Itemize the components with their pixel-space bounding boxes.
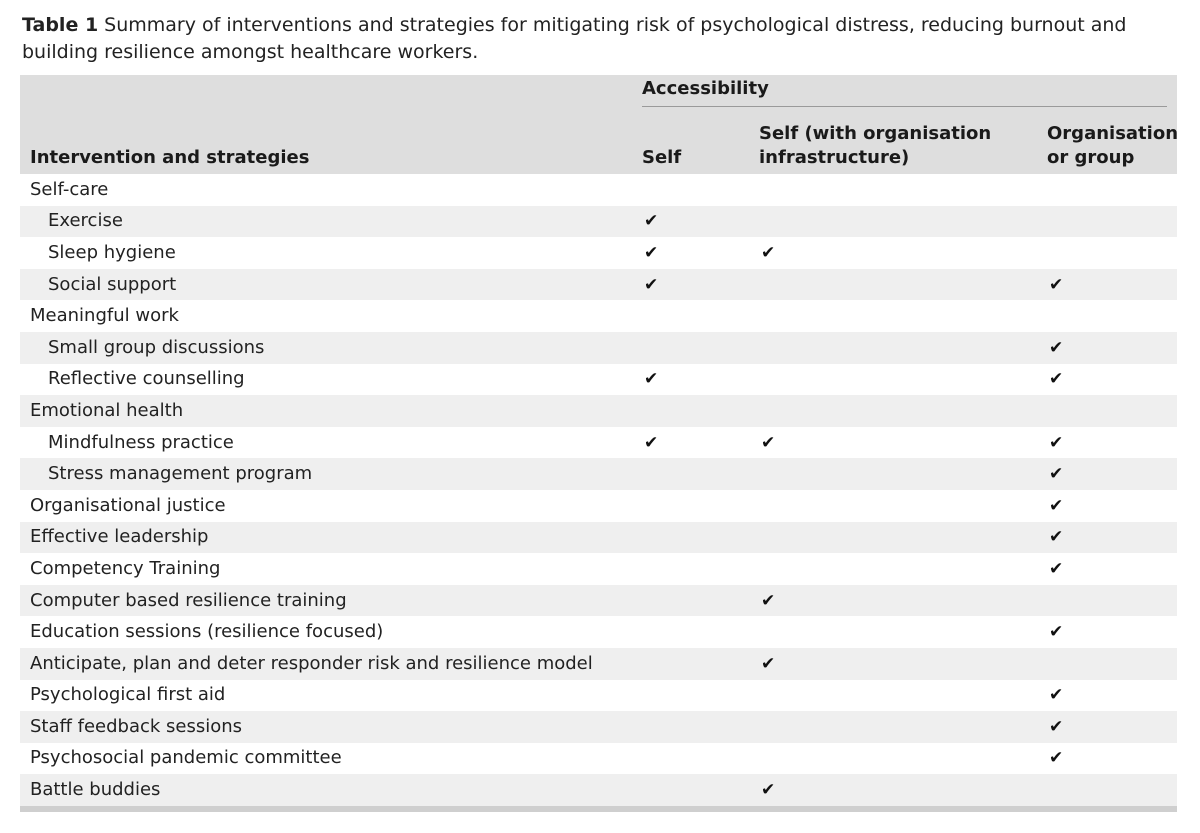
check-self-org: [749, 206, 1037, 238]
check-self-org: [749, 332, 1037, 364]
check-org: [1037, 237, 1177, 269]
table-row: [20, 332, 1177, 364]
header-accessibility: Accessibility: [632, 75, 1177, 111]
check-self-org: [749, 711, 1037, 743]
intervention-label: Self-care: [30, 178, 109, 200]
intervention-label: Psychological first aid: [30, 684, 226, 706]
table-footer-rule: [20, 806, 1177, 812]
table-row: [20, 743, 1177, 775]
intervention-label: Computer based resilience training: [20, 585, 632, 617]
table-caption: [22, 12, 1192, 66]
header-self-org: Self (with organisation infrastructure): [749, 111, 1037, 174]
intervention-label: Exercise: [20, 206, 632, 238]
header-org: Organisation or group: [1037, 111, 1177, 174]
table-row: [20, 774, 1177, 806]
intervention-label: Social support: [20, 269, 632, 301]
caption-text: Summary of interventions and strategies for mitigating risk of psychological distress, reducing burnout and building resilience amongst healthcare workers.: [22, 14, 1127, 63]
check-org: [1037, 774, 1177, 806]
check-org: ✔: [1049, 369, 1064, 390]
check-self-org: [749, 680, 1037, 712]
check-self-org: [749, 522, 1037, 554]
table-row: [20, 237, 1177, 269]
check-self: ✔: [644, 432, 659, 453]
table-body: [20, 174, 1177, 806]
header-intervention: Intervention and strategies: [20, 111, 632, 174]
intervention-label: Psychosocial pandemic committee: [30, 747, 342, 769]
check-self: [632, 174, 749, 206]
check-self: [632, 743, 749, 775]
table-row: [20, 364, 1177, 396]
check-org: ✔: [1049, 432, 1064, 453]
check-org: ✔: [1049, 748, 1064, 769]
table-row: [20, 269, 1177, 301]
header-spacer: [20, 75, 632, 111]
check-org: ✔: [1037, 711, 1177, 743]
check-org: [1037, 585, 1177, 617]
check-self-org: ✔: [761, 432, 776, 453]
table-row: [20, 490, 1177, 522]
check-org: ✔: [1049, 685, 1064, 706]
check-org: ✔: [1037, 458, 1177, 490]
check-self-org: [749, 174, 1037, 206]
table-row: [20, 174, 1177, 206]
header-self: Self: [632, 111, 749, 174]
intervention-label: Mindfulness practice: [48, 431, 234, 453]
check-self: [632, 680, 749, 712]
table-row: [20, 300, 1177, 332]
check-self: [632, 774, 749, 806]
check-self: [632, 458, 749, 490]
intervention-label: Education sessions (resilience focused): [30, 621, 384, 643]
check-self: [632, 300, 749, 332]
table-row: [20, 711, 1177, 743]
check-org: ✔: [1037, 332, 1177, 364]
check-self-org: [749, 364, 1037, 396]
table-row: [20, 553, 1177, 585]
table-row: [20, 206, 1177, 238]
table-row: [20, 585, 1177, 617]
intervention-label: Emotional health: [20, 395, 632, 427]
intervention-label: Stress management program: [20, 458, 632, 490]
check-org: [1037, 395, 1177, 427]
check-self-org: ✔: [749, 585, 1037, 617]
check-self: ✔: [632, 206, 749, 238]
check-self-org: [749, 269, 1037, 301]
intervention-label: Sleep hygiene: [48, 241, 176, 263]
check-org: ✔: [1037, 269, 1177, 301]
check-org: [1037, 174, 1177, 206]
intervention-label: Organisational justice: [30, 494, 226, 516]
interventions-table: [20, 75, 1177, 812]
intervention-label: Anticipate, plan and deter responder risk and resilience model: [20, 648, 632, 680]
check-self: [632, 648, 749, 680]
check-self: [632, 553, 749, 585]
intervention-label: Effective leadership: [20, 522, 632, 554]
intervention-label: Staff feedback sessions: [20, 711, 632, 743]
intervention-label: Small group discussions: [20, 332, 632, 364]
check-self-org: [749, 490, 1037, 522]
check-self: ✔: [644, 242, 659, 263]
check-org: [1037, 206, 1177, 238]
check-org: ✔: [1037, 522, 1177, 554]
intervention-label: Battle buddies: [20, 774, 632, 806]
check-self: ✔: [632, 269, 749, 301]
intervention-label: Competency Training: [30, 557, 221, 579]
check-self-org: [749, 300, 1037, 332]
table-row: [20, 427, 1177, 459]
check-self: ✔: [644, 369, 659, 390]
check-self: [632, 490, 749, 522]
check-self: [632, 395, 749, 427]
check-self: [632, 332, 749, 364]
table-row: [20, 458, 1177, 490]
check-self: [632, 522, 749, 554]
check-org: [1037, 300, 1177, 332]
check-self-org: [749, 553, 1037, 585]
check-self: [632, 585, 749, 617]
check-self-org: [749, 616, 1037, 648]
table-row: [20, 522, 1177, 554]
check-self-org: [749, 395, 1037, 427]
table-row: [20, 648, 1177, 680]
check-org: [1037, 648, 1177, 680]
intervention-label: Reflective counselling: [48, 368, 245, 390]
check-self-org: [749, 458, 1037, 490]
check-self-org: [749, 743, 1037, 775]
check-self-org: ✔: [749, 774, 1037, 806]
check-self-org: ✔: [749, 648, 1037, 680]
table-row: [20, 395, 1177, 427]
intervention-label: Meaningful work: [30, 305, 179, 327]
check-self-org: ✔: [761, 242, 776, 263]
table-row: [20, 680, 1177, 712]
check-self: [632, 616, 749, 648]
check-self: [632, 711, 749, 743]
check-org: ✔: [1049, 558, 1064, 579]
check-org: ✔: [1049, 622, 1064, 643]
caption-label: Table 1: [22, 14, 99, 36]
check-org: ✔: [1049, 495, 1064, 516]
table-row: [20, 616, 1177, 648]
